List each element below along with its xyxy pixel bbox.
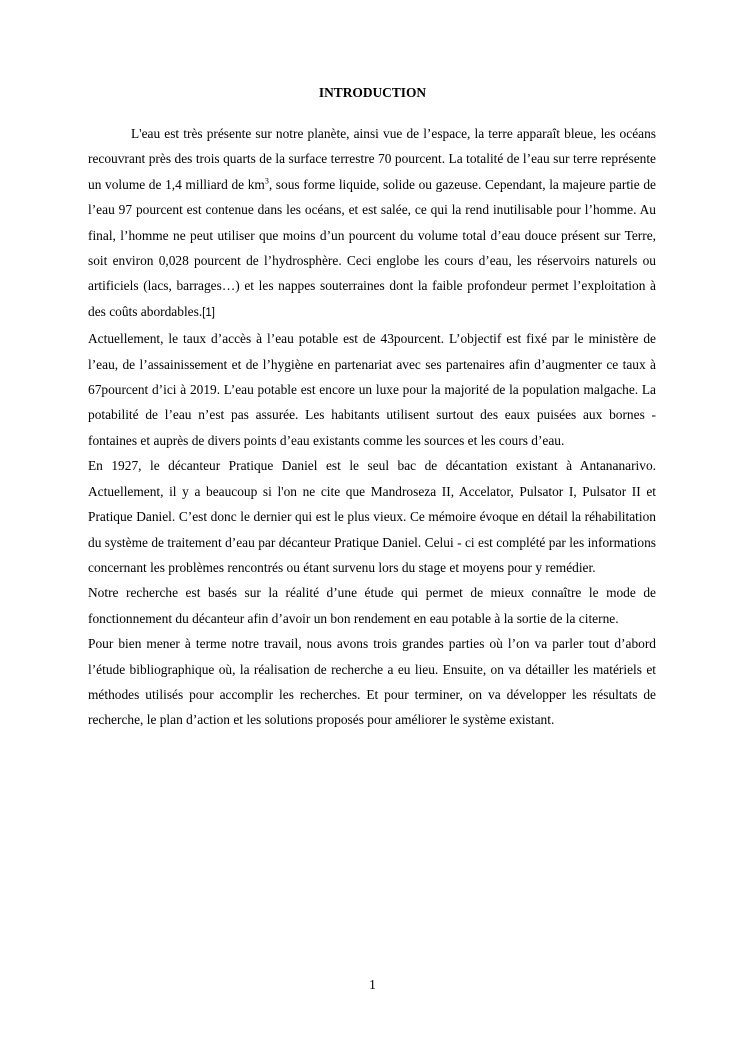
paragraph-4: Notre recherche est basés sur la réalité d’une étude qui permet de mieux connaître le mode de fonctionnement du décanteur afin d’avoir un bon rendement en eau potable à la sortie de la citerne. (88, 585, 656, 626)
page-title: INTRODUCTION (318, 85, 427, 100)
km-superscript: 3 (264, 176, 269, 186)
paragraph-1-text-after-sup: , sous forme liquide, solide ou gazeuse. Cependant, la majeure partie de l’eau 97 pourcent est contenue dans les océans, et est salée, ce qui la rend inutilisable pour l’homme. Au final, l’homme ne peut utiliser que moins d’un pourcent du volume total d’eau douce présent sur Terre, soit environ 0,028 pourcent de l’hydrosphère. Ceci englobe les cours d’eau, les réservoirs naturels ou artificiels (lacs, barrages…) et les nappes souterraines dont la faible profondeur permet l’exploitation à des coûts abordables. (88, 176, 656, 319)
page-number: 1 (369, 977, 376, 992)
paragraph-1 (88, 121, 656, 326)
paragraph-2: Actuellement, le taux d’accès à l’eau potable est de 43pourcent. L’objectif est fixé par le ministère de l’eau, de l’assainissement et de l’hygiène en partenariat avec ses partenaires afin d’augmenter ce taux à 67pourcent d’ici à 2019. L’eau potable est encore un luxe pour la majorité de la population malgache. La potabilité de l’eau n’est pas assurée. Les habitants utilisent surtout des eaux puisées aux bornes - fontaines et auprès de divers points d’eau existants comme les sources et les cours d’eau. (88, 331, 656, 448)
body-text (88, 121, 656, 733)
reference-marker: [1] (202, 306, 215, 319)
paragraph-3: En 1927, le décanteur Pratique Daniel est le seul bac de décantation existant à Antananarivo. Actuellement, il y a beaucoup si l'on ne cite que Mandroseza II, Accelator, Pulsator I, Pulsator II et Pratique Daniel. C’est donc le dernier qui est le plus vieux. Ce mémoire évoque en détail la réhabilitation du système de traitement d’eau par décanteur Pratique Daniel. Celui - ci est complété par les informations concernant les problèmes rencontrés ou étant survenu lors du stage et moyens pour y remédier. (88, 458, 656, 575)
paragraph-1-text-before-sup: L'eau est très présente sur notre planète, ainsi vue de l’espace, la terre apparaît bleue, les océans recouvrant près des trois quarts de la surface terrestre 70 pourcent. La totalité de l’eau sur terre représente un volume de 1,4 milliard de km (88, 126, 656, 192)
paragraph-5: Pour bien mener à terme notre travail, nous avons trois grandes parties où l’on va parler tout d’abord l’étude bibliographique où, la réalisation de recherche a eu lieu. Ensuite, on va détailler les matériels et méthodes utilisés pour accomplir les recherches. Et pour terminer, on va développer les résultats de recherche, le plan d’action et les solutions proposés pour améliorer le système existant. (88, 636, 656, 728)
